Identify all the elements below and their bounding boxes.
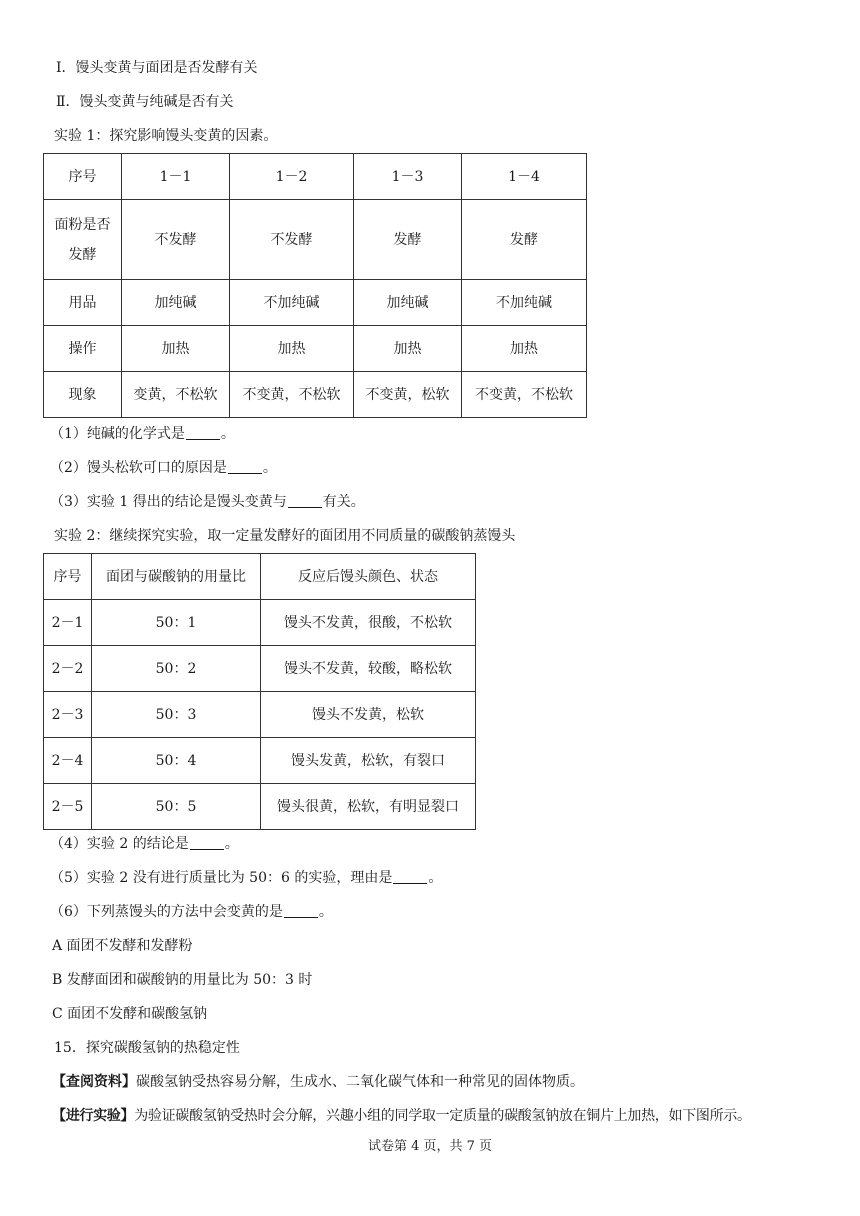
table-cell: 加热 bbox=[354, 326, 462, 372]
info-tag: 【查阅资料】 bbox=[52, 1074, 136, 1090]
table-cell: 50：4 bbox=[92, 738, 261, 784]
exp2-title: 实验 2：继续探究实验，取一定量发酵好的面团用不同质量的碳酸钠蒸馒头 bbox=[54, 528, 516, 544]
table-row bbox=[44, 646, 476, 692]
table-cell: 馒头不发黄，较酸，略松软 bbox=[261, 646, 476, 692]
table-cell: 馒头发黄，松软，有裂口 bbox=[261, 738, 476, 784]
question-text: （6）下列蒸馒头的方法中会变黄的是 bbox=[50, 904, 283, 920]
option-a: A 面团不发酵和发酵粉 bbox=[52, 938, 193, 954]
hypothesis-2: Ⅱ．馒头变黄与纯碱是否有关 bbox=[56, 94, 234, 110]
question-text: （5）实验 2 没有进行质量比为 50：6 的实验，理由是 bbox=[50, 870, 393, 886]
exp2-table bbox=[43, 553, 476, 830]
table-cell: 变黄，不松软 bbox=[122, 372, 230, 418]
table-row bbox=[44, 554, 476, 600]
info-text: 碳酸氢钠受热容易分解，生成水、二氧化碳气体和一种常见的固体物质。 bbox=[136, 1074, 584, 1090]
exp1-table bbox=[43, 153, 587, 418]
table-cell: 2－1 bbox=[44, 600, 92, 646]
table-cell: 1－3 bbox=[354, 154, 462, 200]
table-cell: 加热 bbox=[230, 326, 354, 372]
table-cell: 不发酵 bbox=[122, 200, 230, 280]
table-cell: 2－3 bbox=[44, 692, 92, 738]
table-cell: 50：5 bbox=[92, 784, 261, 830]
table-cell: 不变黄，不松软 bbox=[230, 372, 354, 418]
table-cell: 加纯碱 bbox=[354, 280, 462, 326]
table-row bbox=[44, 784, 476, 830]
table-cell: 用品 bbox=[44, 280, 122, 326]
table-cell bbox=[44, 200, 122, 280]
question-text: （4）实验 2 的结论是 bbox=[50, 836, 189, 852]
question-2 bbox=[50, 458, 277, 478]
punctuation: 。 bbox=[318, 904, 333, 920]
table-cell: 2－2 bbox=[44, 646, 92, 692]
table-cell: 加纯碱 bbox=[122, 280, 230, 326]
table-cell: 1－1 bbox=[122, 154, 230, 200]
answer-blank[interactable] bbox=[288, 493, 322, 508]
answer-blank[interactable] bbox=[284, 903, 318, 918]
table-cell: 50：2 bbox=[92, 646, 261, 692]
table-row bbox=[44, 280, 587, 326]
table-cell: 1－2 bbox=[230, 154, 354, 200]
table-row bbox=[44, 326, 587, 372]
punctuation: 。 bbox=[224, 836, 239, 852]
question-text: （3）实验 1 得出的结论是馒头变黄与 bbox=[50, 494, 287, 510]
table-cell: 发酵 bbox=[462, 200, 587, 280]
question-5 bbox=[50, 868, 442, 888]
question-text: （2）馒头松软可口的原因是 bbox=[50, 460, 227, 476]
experiment-paragraph bbox=[52, 1106, 751, 1126]
punctuation: 。 bbox=[262, 460, 277, 476]
table-row bbox=[44, 200, 587, 280]
experiment-text: 为验证碳酸氢钠受热时会分解，兴趣小组的同学取一定质量的碳酸氢钠放在铜片上加热，如下图所示。 bbox=[134, 1108, 751, 1124]
table-cell: 操作 bbox=[44, 326, 122, 372]
table-cell: 序号 bbox=[44, 154, 122, 200]
table-row bbox=[44, 154, 587, 200]
table-row bbox=[44, 372, 587, 418]
table-cell: 发酵 bbox=[354, 200, 462, 280]
question-15-title: 15．探究碳酸氢钠的热稳定性 bbox=[54, 1040, 240, 1056]
answer-blank[interactable] bbox=[190, 835, 224, 850]
table-cell: 馒头不发黄，很酸，不松软 bbox=[261, 600, 476, 646]
table-row bbox=[44, 692, 476, 738]
table-cell: 不发酵 bbox=[230, 200, 354, 280]
option-c: C 面团不发酵和碳酸氢钠 bbox=[52, 1006, 208, 1022]
table-cell: 1－4 bbox=[462, 154, 587, 200]
table-header-cell: 面团与碳酸钠的用量比 bbox=[92, 554, 261, 600]
question-1 bbox=[50, 424, 235, 444]
table-cell: 不变黄，不松软 bbox=[462, 372, 587, 418]
answer-blank[interactable] bbox=[228, 459, 262, 474]
table-cell: 不变黄，松软 bbox=[354, 372, 462, 418]
punctuation: 。 bbox=[220, 426, 235, 442]
option-b: B 发酵面团和碳酸钠的用量比为 50：3 时 bbox=[52, 972, 313, 988]
punctuation: 。 bbox=[428, 870, 443, 886]
exp1-title: 实验 1：探究影响馒头变黄的因素。 bbox=[54, 128, 278, 144]
table-cell: 50：1 bbox=[92, 600, 261, 646]
row-label-line: 发酵 bbox=[68, 246, 97, 263]
table-cell: 不加纯碱 bbox=[462, 280, 587, 326]
question-4 bbox=[50, 834, 239, 854]
table-cell: 加热 bbox=[462, 326, 587, 372]
row-label-line: 面粉是否 bbox=[54, 216, 111, 233]
table-cell: 加热 bbox=[122, 326, 230, 372]
table-cell: 馒头很黄，松软，有明显裂口 bbox=[261, 784, 476, 830]
question-text: 有关。 bbox=[322, 494, 365, 510]
table-cell: 不加纯碱 bbox=[230, 280, 354, 326]
page-footer: 试卷第 4 页，共 7 页 bbox=[367, 1139, 493, 1154]
table-row bbox=[44, 738, 476, 784]
table-cell: 50：3 bbox=[92, 692, 261, 738]
table-cell: 馒头不发黄，松软 bbox=[261, 692, 476, 738]
table-cell: 2－4 bbox=[44, 738, 92, 784]
table-header-cell: 反应后馒头颜色、状态 bbox=[261, 554, 476, 600]
question-3 bbox=[50, 492, 365, 512]
info-paragraph bbox=[52, 1072, 584, 1092]
table-cell: 现象 bbox=[44, 372, 122, 418]
answer-blank[interactable] bbox=[186, 425, 220, 440]
table-cell: 2－5 bbox=[44, 784, 92, 830]
hypothesis-1: Ⅰ．馒头变黄与面团是否发酵有关 bbox=[56, 60, 258, 76]
table-header-cell: 序号 bbox=[44, 554, 92, 600]
question-6 bbox=[50, 902, 333, 922]
question-text: （1）纯碱的化学式是 bbox=[50, 426, 185, 442]
table-row bbox=[44, 600, 476, 646]
answer-blank[interactable] bbox=[393, 869, 427, 884]
experiment-tag: 【进行实验】 bbox=[52, 1108, 135, 1124]
